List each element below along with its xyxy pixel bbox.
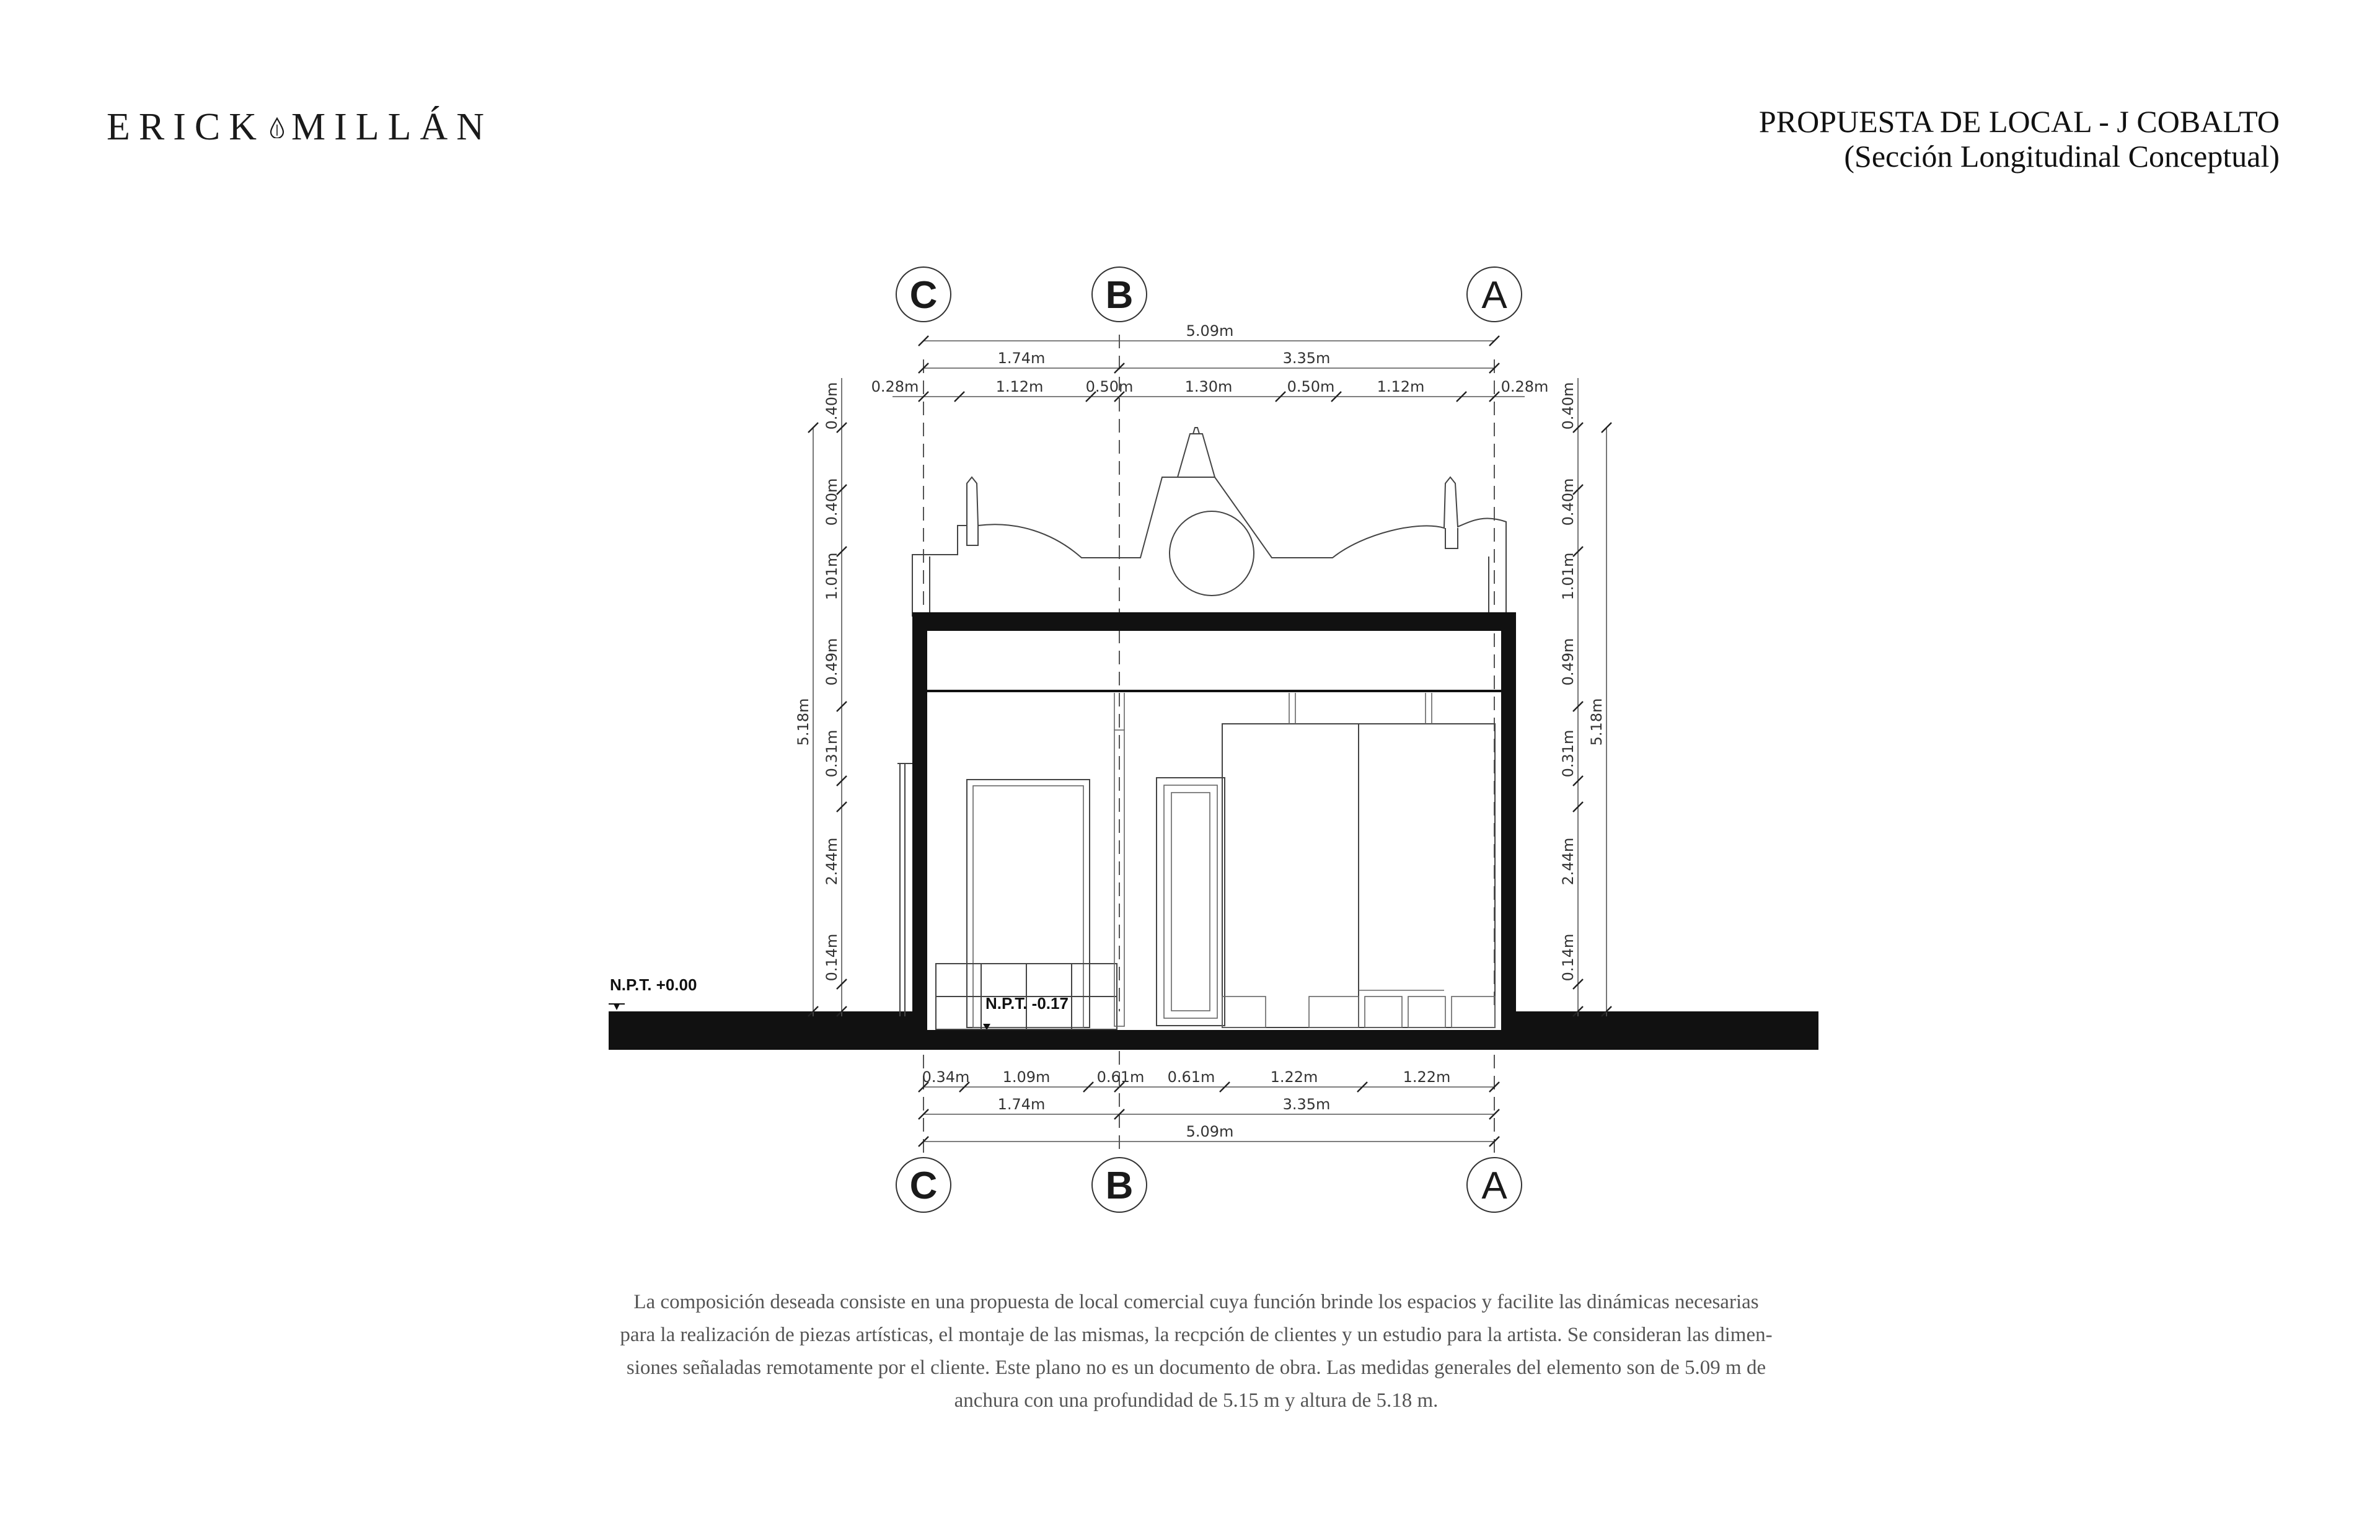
level-exterior: [609, 975, 697, 1010]
svg-text:0.61m: 0.61m: [1167, 1068, 1215, 1086]
svg-text:1.74m: 1.74m: [997, 1096, 1046, 1113]
description-line: anchura con una profundidad de 5.15 m y altura de 5.18 m.: [954, 1389, 1439, 1412]
svg-text:5.09m: 5.09m: [1186, 322, 1234, 340]
dim-bottom-total: [919, 1123, 1499, 1146]
facade-oculus: [1170, 511, 1254, 596]
description-line: siones señaladas remotamente por el cliente. Este plano no es un documento de obra. Las medidas generales del elemento son de 5.09 m de: [626, 1357, 1766, 1379]
dim-top-middle: [919, 350, 1499, 373]
svg-text:0.61m: 0.61m: [1096, 1068, 1145, 1086]
description: [539, 1286, 1853, 1417]
interior-window: [1157, 778, 1225, 1026]
svg-text:2.44m: 2.44m: [823, 837, 840, 886]
dim-left-vertical: [795, 378, 847, 1016]
svg-text:1.22m: 1.22m: [1403, 1068, 1451, 1086]
interior-floor-line: [927, 1030, 1501, 1050]
svg-text:C: C: [909, 274, 938, 317]
axis-bubble-c-bottom: [896, 1158, 951, 1212]
section-frame: [912, 612, 1516, 1030]
svg-text:C: C: [909, 1164, 938, 1207]
facade-parapet: [912, 428, 1506, 617]
svg-text:1.12m: 1.12m: [1377, 378, 1425, 395]
axis-bubble-a-top: [1467, 267, 1522, 322]
svg-text:1.30m: 1.30m: [1184, 378, 1233, 395]
axis-bubble-b-bottom: [1092, 1158, 1147, 1212]
svg-text:1.12m: 1.12m: [995, 378, 1044, 395]
svg-text:1.74m: 1.74m: [997, 350, 1046, 367]
svg-text:0.14m: 0.14m: [823, 933, 840, 982]
svg-text:1.01m: 1.01m: [1559, 552, 1577, 601]
svg-text:1.09m: 1.09m: [1002, 1068, 1051, 1086]
svg-text:N.P.T. -0.17: N.P.T. -0.17: [985, 994, 1069, 1013]
svg-text:0.40m: 0.40m: [1559, 478, 1577, 526]
axis-bubble-b-top: [1092, 267, 1147, 322]
dim-top-total: [919, 322, 1499, 346]
svg-text:0.28m: 0.28m: [871, 378, 919, 395]
svg-text:0.40m: 0.40m: [823, 478, 840, 526]
svg-text:A: A: [1481, 274, 1507, 317]
svg-text:2.44m: 2.44m: [1559, 837, 1577, 886]
axis-bubble-c-top: [896, 267, 951, 322]
page-subtitle: (Sección Longitudinal Conceptual): [1844, 139, 2280, 174]
svg-text:0.50m: 0.50m: [1085, 378, 1134, 395]
svg-text:0.40m: 0.40m: [1559, 382, 1577, 430]
axis-bubble-a-bottom: [1467, 1158, 1522, 1212]
dim-bottom-middle: [919, 1096, 1499, 1119]
logo-text-right: MILLÁN: [291, 106, 493, 148]
svg-text:0.49m: 0.49m: [1559, 638, 1577, 686]
svg-text:A: A: [1481, 1164, 1507, 1207]
exterior-bollard: [897, 763, 912, 1016]
svg-text:B: B: [1105, 274, 1134, 317]
description-line: para la realización de piezas artísticas, el montaje de las mismas, la recpción de clientes y un estudio para la artista. Se consideran las dimen-: [620, 1324, 1773, 1346]
svg-text:0.14m: 0.14m: [1559, 933, 1577, 982]
svg-text:B: B: [1105, 1164, 1134, 1207]
svg-text:1.01m: 1.01m: [823, 552, 840, 601]
svg-text:5.18m: 5.18m: [795, 698, 812, 746]
interior-partition: [1222, 693, 1495, 1027]
svg-text:5.09m: 5.09m: [1186, 1123, 1234, 1140]
dim-bottom-detail: [919, 1068, 1499, 1092]
svg-text:1.22m: 1.22m: [1270, 1068, 1318, 1086]
svg-text:0.49m: 0.49m: [823, 638, 840, 686]
svg-text:3.35m: 3.35m: [1282, 350, 1331, 367]
description-line: La composición deseada consiste en una propuesta de local comercial cuya función brinde los espacios y facilite las dinámicas necesarias: [633, 1291, 1759, 1313]
svg-text:0.31m: 0.31m: [823, 729, 840, 778]
logo-text-left: ERICK: [107, 106, 265, 148]
svg-text:0.28m: 0.28m: [1501, 378, 1549, 395]
svg-text:N.P.T. +0.00: N.P.T. +0.00: [610, 975, 697, 994]
svg-text:0.34m: 0.34m: [922, 1068, 970, 1086]
svg-text:0.31m: 0.31m: [1559, 729, 1577, 778]
dim-top-detail: [871, 378, 1549, 402]
page-title: PROPUESTA DE LOCAL - J COBALTO: [1758, 104, 2280, 139]
svg-text:0.40m: 0.40m: [823, 382, 840, 430]
svg-text:3.35m: 3.35m: [1282, 1096, 1331, 1113]
svg-text:0.50m: 0.50m: [1287, 378, 1335, 395]
svg-text:5.18m: 5.18m: [1588, 698, 1605, 746]
dim-right-vertical: [1559, 378, 1611, 1016]
